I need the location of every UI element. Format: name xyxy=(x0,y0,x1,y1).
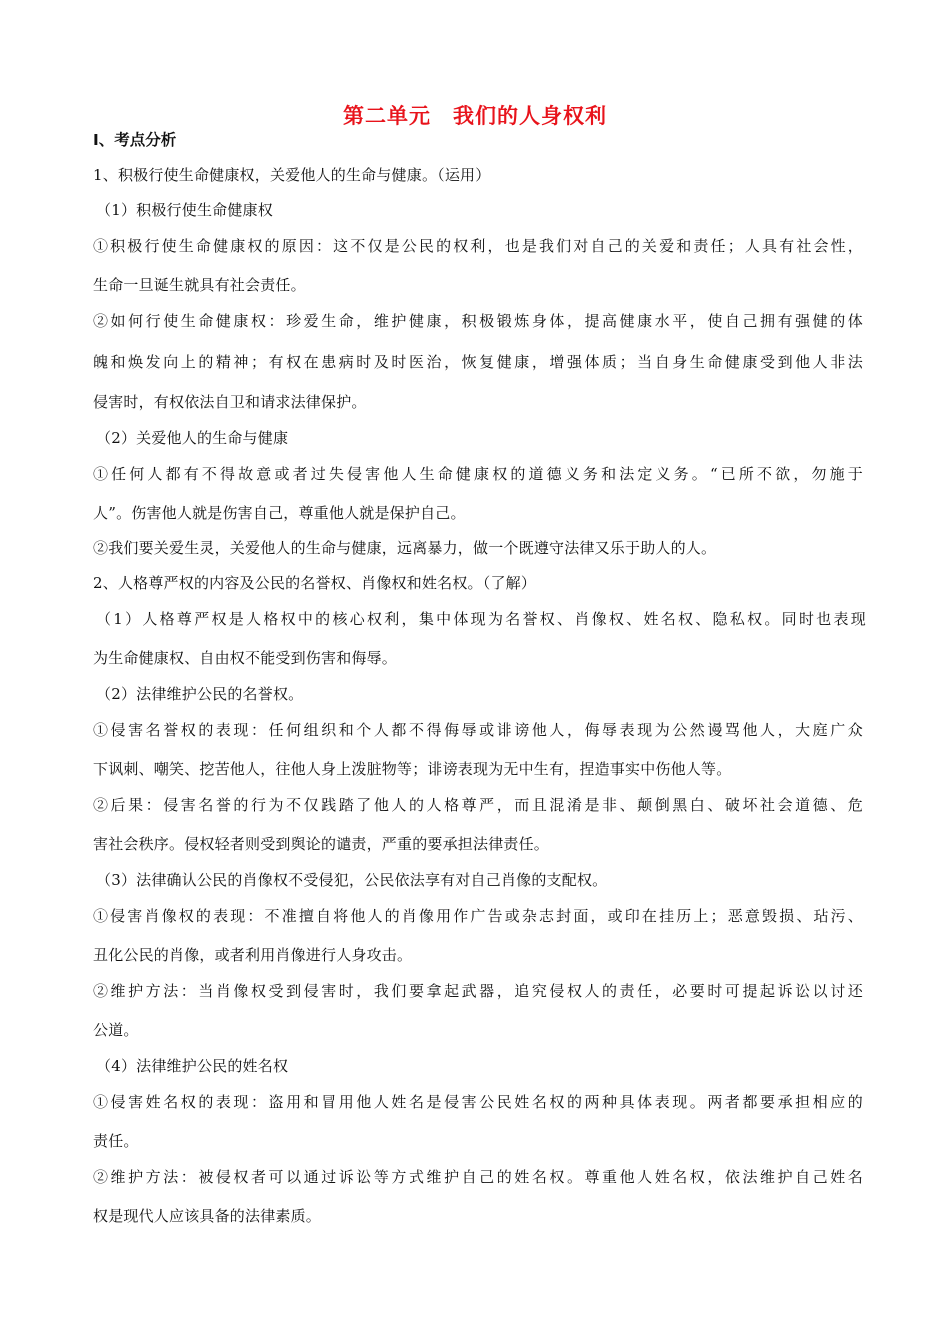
paragraph-line: 下讽刺、嘲笑、挖苦他人，往他人身上泼脏物等；诽谤表现为无中生有，捏造事实中伤他人等。 xyxy=(93,760,732,778)
paragraph-line: ②后果：侵害名誉的行为不仅践踏了他人的人格尊严，而且混淆是非、颠倒黑白、破坏社会道德、危 xyxy=(93,796,863,814)
paragraph-line: （1）人格尊严权是人格权中的核心权利，集中体现为名誉权、肖像权、姓名权、隐私权。同时也表现 xyxy=(96,610,866,628)
paragraph-line: 丑化公民的肖像，或者利用肖像进行人身攻击。 xyxy=(93,946,413,964)
paragraph-line: ②维护方法：当肖像权受到侵害时，我们要拿起武器，追究侵权人的责任，必要时可提起诉讼以讨还 xyxy=(93,982,863,1000)
paragraph-line: ②我们要关爱生灵，关爱他人的生命与健康，远离暴力，做一个既遵守法律又乐于助人的人。 xyxy=(93,539,717,557)
paragraph-line: ②维护方法：被侵权者可以通过诉讼等方式维护自己的姓名权。尊重他人姓名权，依法维护自己姓名 xyxy=(93,1168,863,1186)
paragraph-line: 害社会秩序。侵权轻者则受到舆论的谴责，严重的要承担法律责任。 xyxy=(93,835,550,853)
paragraph-line: 权是现代人应该具备的法律素质。 xyxy=(93,1207,322,1225)
paragraph-line: 魄和焕发向上的精神；有权在患病时及时医治，恢复健康，增强体质；当自身生命健康受到他人非法 xyxy=(93,353,863,371)
paragraph-line: ①任何人都有不得故意或者过失侵害他人生命健康权的道德义务和法定义务。“已所不欲，勿施于 xyxy=(93,465,863,483)
topic-2-heading: 2、人格尊严权的内容及公民的名誉权、肖像权和姓名权。（了解） xyxy=(93,574,537,592)
subtopic-heading: （1）积极行使生命健康权 xyxy=(96,201,273,219)
subtopic-heading: （2）法律维护公民的名誉权。 xyxy=(96,685,304,703)
page-title xyxy=(0,100,950,130)
paragraph-line: 公道。 xyxy=(93,1021,139,1039)
paragraph-line: ②如何行使生命健康权：珍爱生命，维护健康，积极锻炼身体，提高健康水平，使自己拥有强健的体 xyxy=(93,312,863,330)
paragraph-line: ①侵害肖像权的表现：不准擅自将他人的肖像用作广告或杂志封面，或印在挂历上；恶意毁损、玷污、 xyxy=(93,907,863,925)
subtopic-heading: （4）法律维护公民的姓名权 xyxy=(96,1057,289,1075)
paragraph-line: 责任。 xyxy=(93,1132,139,1150)
paragraph-line: 生命一旦诞生就具有社会责任。 xyxy=(93,276,306,294)
subtopic-heading: （3）法律确认公民的肖像权不受侵犯，公民依法享有对自己肖像的支配权。 xyxy=(96,871,608,889)
paragraph-line: ①侵害名誉权的表现：任何组织和个人都不得侮辱或诽谤他人，侮辱表现为公然谩骂他人，大庭广众 xyxy=(93,721,863,739)
topic-1-heading: 1、积极行使生命健康权，关爱他人的生命与健康。（运用） xyxy=(93,166,491,184)
paragraph-line: ①侵害姓名权的表现：盗用和冒用他人姓名是侵害公民姓名权的两种具体表现。两者都要承担相应的 xyxy=(93,1093,863,1111)
paragraph-line: 人”。伤害他人就是伤害自己，尊重他人就是保护自己。 xyxy=(93,504,466,522)
paragraph-line: ①积极行使生命健康权的原因：这不仅是公民的权利，也是我们对自己的关爱和责任；人具有社会性， xyxy=(93,237,863,255)
title-topic: 我们的人身权利 xyxy=(453,104,607,128)
paragraph-line: 侵害时，有权依法自卫和请求法律保护。 xyxy=(93,393,367,411)
section-heading: Ⅰ、考点分析 xyxy=(93,131,177,149)
subtopic-heading: （2）关爱他人的生命与健康 xyxy=(96,429,289,447)
paragraph-line: 为生命健康权、自由权不能受到伤害和侮辱。 xyxy=(93,649,398,667)
title-unit: 第二单元 xyxy=(343,104,431,128)
